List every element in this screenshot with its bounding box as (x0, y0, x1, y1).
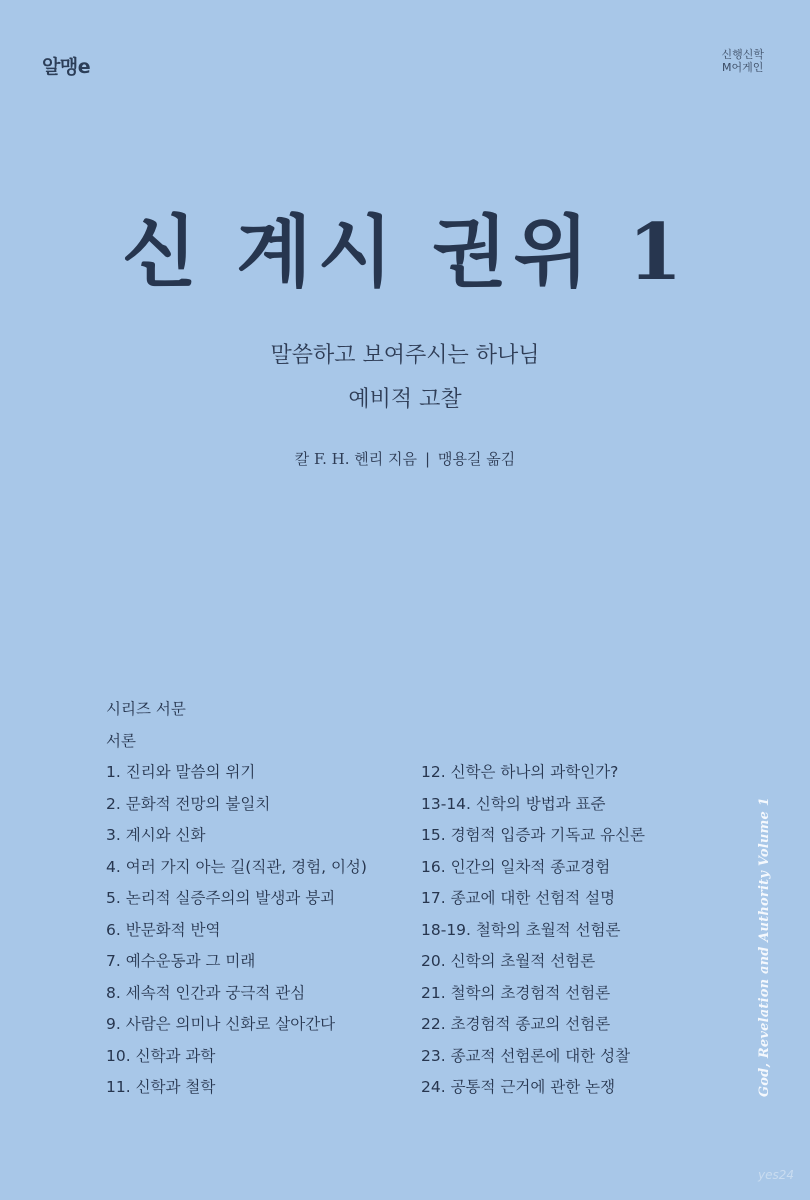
english-title-vertical: God, Revelation and Authority Volume 1 (757, 797, 772, 1097)
toc-item: 시리즈 서문 (106, 700, 186, 718)
toc-item: 20. 신학의 초월적 선험론 (421, 952, 596, 970)
toc-item: 2. 문화적 전망의 불일치 (106, 794, 271, 813)
series-line-2: M어게인 (722, 61, 764, 74)
toc-item: 1. 진리와 말씀의 위기 (106, 763, 256, 781)
toc-item: 22. 초경험적 종교의 선험론 (421, 1015, 611, 1033)
toc-item: 3. 계시와 신화 (106, 826, 206, 844)
toc-item: 4. 여러 가지 아는 길(직관, 경험, 이성) (106, 857, 367, 876)
toc-right-column (421, 757, 645, 1104)
toc-item: 21. 철학의 초경험적 선험론 (421, 983, 611, 1002)
toc-left-column (106, 694, 367, 1104)
toc-item: 6. 반문화적 반역 (106, 920, 221, 939)
book-title: 신 계시 권위 1 (121, 207, 689, 298)
series-line-1: 신행신학 (721, 48, 764, 61)
publisher-logo: 알맹e (42, 56, 91, 78)
toc-item: 24. 공통적 근거에 관한 논쟁 (421, 1078, 616, 1096)
byline-separator: | (424, 450, 431, 468)
subtitle-line-2: 예비적 고찰 (348, 387, 462, 412)
toc-item: 11. 신학과 철학 (106, 1078, 216, 1096)
toc-item: 18-19. 철학의 초월적 선험론 (421, 920, 621, 939)
toc-item: 12. 신학은 하나의 과학인가? (421, 763, 619, 781)
toc-item: 23. 종교적 선험론에 대한 성찰 (421, 1046, 631, 1065)
toc-item: 7. 예수운동과 그 미래 (106, 952, 256, 970)
subtitle-line-1: 말씀하고 보여주시는 하나님 (270, 343, 540, 368)
toc-item: 10. 신학과 과학 (106, 1046, 216, 1065)
toc-item: 16. 인간의 일차적 종교경험 (421, 857, 611, 876)
toc-item: 17. 종교에 대한 선험적 설명 (421, 889, 616, 907)
author: 칼 F. H. 헨리 지음 (294, 450, 417, 468)
series-label (721, 48, 764, 74)
toc-item: 5. 논리적 실증주의의 발생과 붕괴 (106, 889, 336, 907)
toc-item: 서론 (106, 731, 136, 750)
translator: 맹용길 옮김 (438, 450, 516, 468)
toc-item: 15. 경험적 입증과 기독교 유신론 (421, 826, 646, 844)
toc-item: 13-14. 신학의 방법과 표준 (421, 794, 606, 813)
toc-item: 9. 사람은 의미나 신화로 살아간다 (106, 1015, 336, 1033)
watermark: yes24 (758, 1168, 795, 1182)
toc-item: 8. 세속적 인간과 궁극적 관심 (106, 983, 306, 1002)
byline (0, 448, 810, 469)
